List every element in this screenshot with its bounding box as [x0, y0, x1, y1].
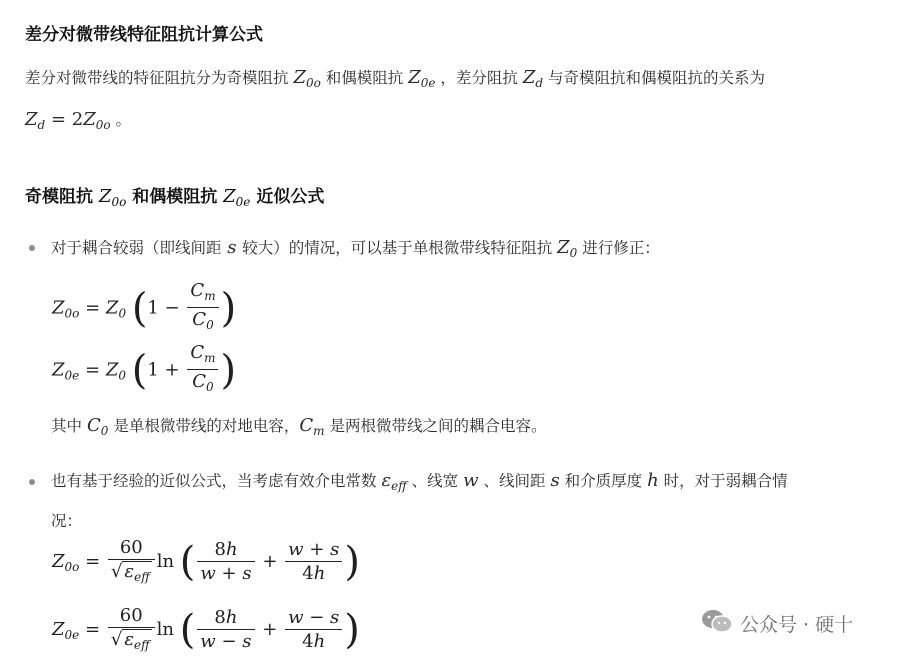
para-text: 与奇模阻抗和偶模阻抗的关系为 — [548, 69, 766, 87]
bullet-text: 和介质厚度 — [564, 472, 643, 490]
bullet-text: 对于耦合较弱（即线间距 — [51, 239, 222, 257]
bullet-text: 进行修正： — [582, 239, 660, 257]
formula-z0o-empirical: $Z_{0o}$ = $\frac{60}{√ \varepsilon_{eff}}$ ln ( $\frac{8h}{w + s}$ + $\frac{w + s}{4h}$ ) — [52, 537, 360, 585]
formula-z0o-coupling: $Z_{0o} = Z_0$ (1 − $\frac{C_m}{C_0}$ ) — [52, 280, 237, 332]
math-c0: $C_0$ — [86, 415, 109, 438]
zd-relation — [25, 108, 131, 132]
wechat-icon — [700, 608, 734, 639]
math-cm: $C_m$ — [299, 415, 325, 438]
watermark — [700, 608, 853, 639]
para-text: ，差分阻抗 — [440, 69, 518, 87]
para-text: 和偶模阻抗 — [325, 69, 404, 87]
math-zd: $Z_d$ — [522, 67, 544, 90]
note-text: 其中 — [51, 417, 83, 435]
bullet-text: 、线宽 — [411, 472, 459, 490]
math-h: h — [647, 470, 659, 491]
watermark-label: 公众号 · 硬十 — [740, 614, 854, 636]
bullet-text: 、线间距 — [483, 472, 546, 490]
bullet2-text-cont: 况： — [51, 512, 83, 530]
section2-title — [25, 182, 324, 209]
para-end: 。 — [115, 111, 132, 129]
section1-paragraph — [25, 66, 765, 90]
math-z0o: $Z_{0o}$ — [98, 186, 127, 209]
bullet2-text — [51, 469, 788, 493]
math-z0: $Z_0$ — [557, 237, 578, 260]
bullet-text: 也有基于经验的近似公式，当考虑有效介电常数 — [51, 472, 377, 490]
bullet-text: 时，对于弱耦合情 — [663, 472, 788, 490]
title-text: 和偶模阻抗 — [132, 187, 218, 207]
formula-z0e-coupling: $Z_{0e} = Z_0$ (1 + $\frac{C_m}{C_0}$ ) — [52, 342, 237, 394]
title-text: 近似公式 — [256, 187, 325, 207]
bullet-text: 较大）的情况，可以基于单根微带线特征阻抗 — [242, 239, 553, 257]
math-zd-eq: $Z_d = 2Z_{0o}$ — [25, 109, 111, 132]
note-text: 是两根微带线之间的耦合电容。 — [329, 417, 547, 435]
math-z0e: $Z_{0e}$ — [408, 67, 436, 90]
math-z0o: $Z_{0o}$ — [293, 67, 321, 90]
title-text: 奇模阻抗 — [25, 187, 93, 207]
section1-title: 差分对微带线特征阻抗计算公式 — [25, 25, 263, 45]
bullet1-note — [51, 414, 546, 438]
math-z0e: $Z_{0e}$ — [223, 186, 251, 209]
bullet1-text — [51, 236, 660, 260]
math-s: s — [221, 237, 243, 258]
math-s: s — [550, 470, 560, 491]
para-text: 差分对微带线的特征阻抗分为奇模阻抗 — [25, 69, 289, 87]
bullet-dot — [29, 479, 35, 485]
math-eps-eff: $\varepsilon_{eff}$ — [381, 470, 407, 493]
formula-z0e-empirical: $Z_{0e}$ = $\frac{60}{√ \varepsilon_{eff}}$ ln ( $\frac{8h}{w - s}$ + $\frac{w - s}{4h}$ ) — [52, 605, 360, 653]
note-text: 是单根微带线的对地电容， — [113, 417, 300, 435]
math-w: w — [463, 470, 479, 491]
bullet-dot — [29, 245, 35, 251]
